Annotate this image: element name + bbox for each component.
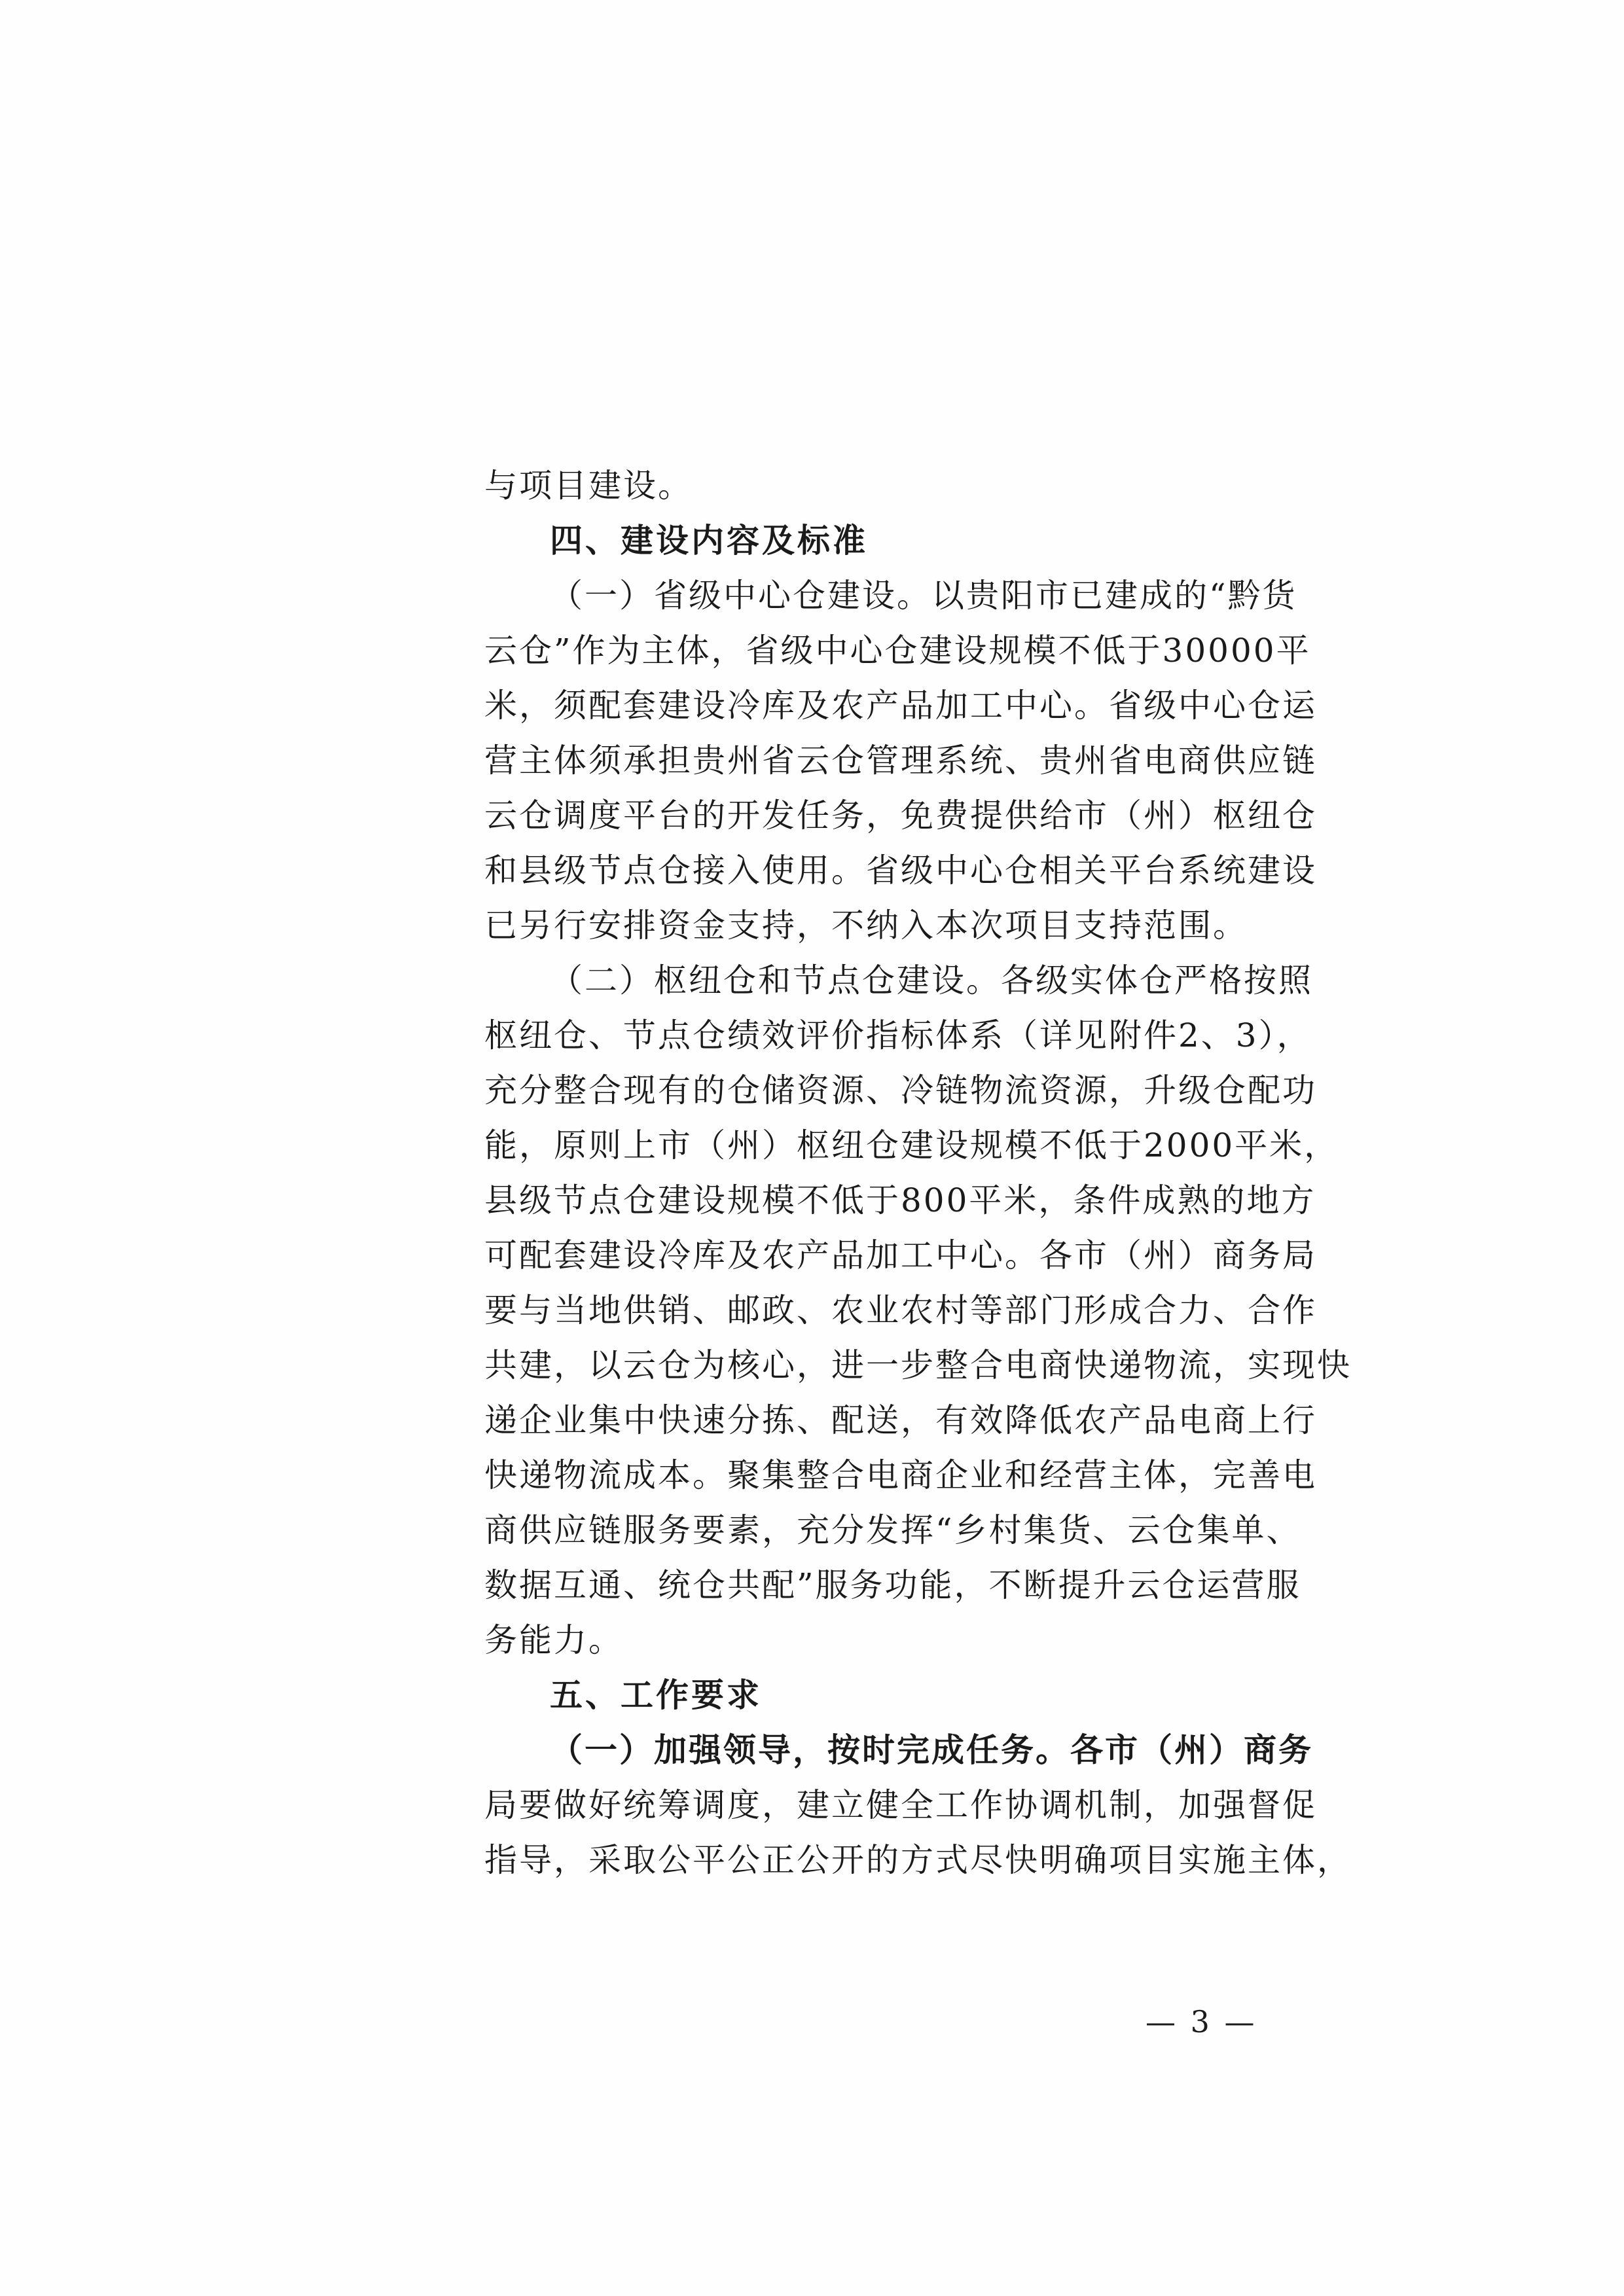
paragraph-line: 米，须配套建设冷库及农产品加工中心。省级中心仓运 <box>484 687 1317 725</box>
paragraph-line: 云仓调度平台的开发任务，免费提供给市（州）枢纽仓 <box>484 797 1317 834</box>
subsection-line: （一）省级中心仓建设。以贵阳市已建成的“黔货 <box>550 577 1297 615</box>
paragraph-line: 枢纽仓、节点仓绩效评价指标体系（详见附件2、3）， <box>484 1016 1312 1054</box>
paragraph-line: 要与当地供销、邮政、农业农村等部门形成合力、合作 <box>484 1291 1317 1329</box>
paragraph-line: 递企业集中快速分拣、配送，有效降低农产品电商上行 <box>484 1401 1317 1439</box>
subsection-line: （二）枢纽仓和节点仓建设。各级实体仓严格按照 <box>550 961 1313 999</box>
section-heading-5: 五、工作要求 <box>550 1676 762 1714</box>
body-text <box>484 458 1352 1888</box>
paragraph-line: 指导，采取公平公正公开的方式尽快明确项目实施主体， <box>484 1841 1352 1879</box>
paragraph-line: 快递物流成本。聚集整合电商企业和经营主体，完善电 <box>484 1456 1317 1494</box>
paragraph-line: 共建，以云仓为核心，进一步整合电商快递物流，实现快 <box>484 1346 1352 1384</box>
paragraph-line: 局要做好统筹调度，建立健全工作协调机制，加强督促 <box>484 1786 1317 1824</box>
paragraph-line: 营主体须承担贵州省云仓管理系统、贵州省电商供应链 <box>484 742 1317 780</box>
paragraph-line: 务能力。 <box>484 1621 623 1659</box>
paragraph-line: 数据互通、统仓共配”服务功能，不断提升云仓运营服 <box>484 1566 1301 1604</box>
subsection-line: （一）加强领导，按时完成任务。各市（州）商务 <box>550 1731 1313 1769</box>
paragraph-line: 能，原则上市（州）枢纽仓建设规模不低于2000平米， <box>484 1126 1339 1164</box>
page-number: — 3 — <box>1146 2004 1257 2039</box>
paragraph-line: 云仓”作为主体，省级中心仓建设规模不低于30000平 <box>484 632 1311 670</box>
paragraph-line: 和县级节点仓接入使用。省级中心仓相关平台系统建设 <box>484 852 1317 889</box>
paragraph-line: 商供应链服务要素，充分发挥“乡村集货、云仓集单、 <box>484 1511 1301 1549</box>
paragraph-line: 可配套建设冷库及农产品加工中心。各市（州）商务局 <box>484 1236 1317 1274</box>
paragraph-line: 县级节点仓建设规模不低于800平米，条件成熟的地方 <box>484 1181 1316 1219</box>
paragraph-line: 已另行安排资金支持，不纳入本次项目支持范围。 <box>484 906 1248 944</box>
section-heading-4: 四、建设内容及标准 <box>550 522 868 560</box>
paragraph-line: 充分整合现有的仓储资源、冷链物流资源，升级仓配功 <box>484 1071 1317 1109</box>
paragraph-line: 与项目建设。 <box>484 467 693 505</box>
